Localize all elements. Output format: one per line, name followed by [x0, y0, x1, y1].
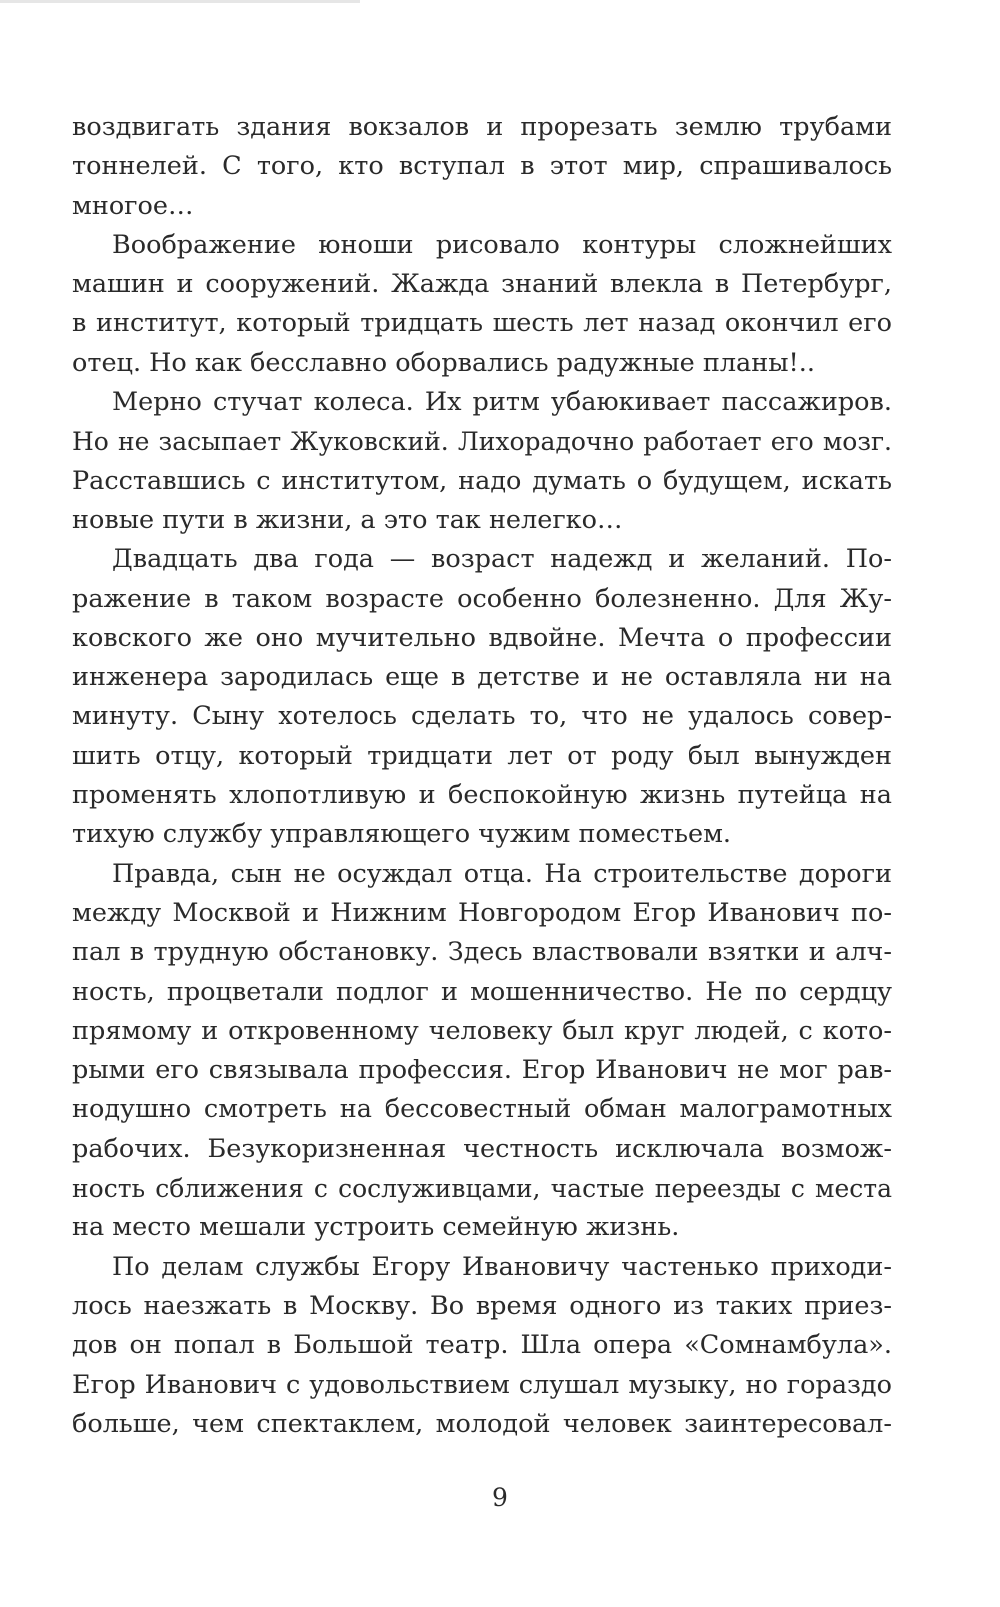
text-line: в институт, который тридцать шесть лет назад окончил его: [72, 308, 892, 339]
text-line: больше, чем спектаклем, молодой человек заинтересовал-: [72, 1408, 892, 1439]
text-line: променять хлопотливую и беспокойную жизнь путейца на: [72, 780, 892, 811]
text-line: отец. Но как бесславно оборвались радужные планы!..: [72, 347, 815, 378]
text-line: ность, процветали подлог и мошенничество. Не по сердцу: [72, 976, 892, 1007]
text-line: прямому и откровенному человеку был круг людей, с кото-: [72, 1015, 892, 1046]
text-line: дов он попал в Большой театр. Шла опера «Сомнамбула».: [72, 1330, 892, 1361]
text-line: Но не засыпает Жуковский. Лихорадочно работает его мозг.: [72, 427, 892, 457]
text-line: новые пути в жизни, а это так нелегко…: [72, 504, 623, 535]
text-line: тихую службу управляющего чужим поместьем.: [72, 819, 732, 850]
text-line: Воображение юноши рисовало контуры сложнейших: [112, 229, 892, 260]
top-edge-divider: [0, 0, 360, 3]
text-line: ность сближения с сослуживцами, частые переезды с места: [72, 1174, 892, 1204]
text-line: нодушно смотреть на бессовестный обман малограмотных: [72, 1094, 892, 1125]
text-line: на место мешали устроить семейную жизнь.: [72, 1212, 680, 1243]
text-line: многое…: [72, 190, 194, 221]
text-line: рабочих. Безукоризненная честность исключала возмож-: [72, 1133, 892, 1164]
body-text: [72, 108, 892, 1444]
text-line: ражение в таком возрасте особенно болезненно. Для Жу-: [72, 583, 892, 614]
text-line: минуту. Сыну хотелось сделать то, что не удалось совер-: [72, 701, 892, 732]
text-line: воздвигать здания вокзалов и прорезать землю трубами: [72, 112, 892, 142]
text-line: Расставшись с институтом, надо думать о будущем, искать: [72, 465, 892, 496]
text-line: шить отцу, который тридцати лет от роду был вынужден: [72, 740, 892, 771]
text-line: Двадцать два года — возраст надежд и желаний. По-: [112, 544, 892, 575]
text-line: Правда, сын не осуждал отца. На строительстве дороги: [112, 858, 892, 889]
text-line: По делам службы Егору Ивановичу частенько приходи-: [112, 1251, 892, 1282]
text-line: Егор Иванович с удовольствием слушал музыку, но гораздо: [72, 1369, 892, 1400]
text-line: инженера зародилась еще в детстве и не оставляла ни на: [72, 662, 892, 693]
text-line: ковского же оно мучительно вдвойне. Мечта о профессии: [72, 622, 892, 653]
text-line: машин и сооружений. Жажда знаний влекла в Петербург,: [72, 269, 892, 300]
text-line: рыми его связывала профессия. Егор Иванович не мог рав-: [72, 1055, 892, 1086]
text-line: тоннелей. С того, кто вступал в этот мир, спрашивалось: [72, 151, 892, 182]
text-line: лось наезжать в Москву. Во время одного из таких приез-: [72, 1290, 892, 1321]
text-line: пал в трудную обстановку. Здесь властвовали взятки и алч-: [72, 937, 892, 968]
text-line: Мерно стучат колеса. Их ритм убаюкивает пассажиров.: [112, 387, 892, 418]
text-line: между Москвой и Нижним Новгородом Егор Иванович по-: [72, 897, 892, 928]
page-number: 9: [492, 1483, 508, 1512]
